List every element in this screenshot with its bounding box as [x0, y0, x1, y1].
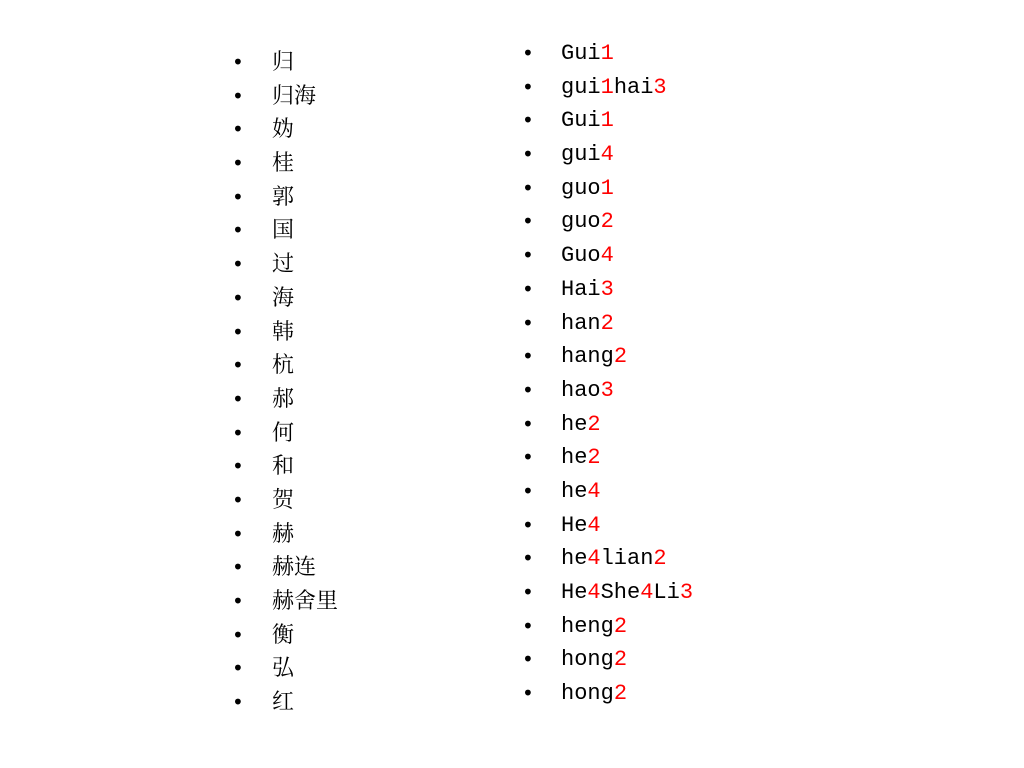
- bullet-icon: •: [232, 622, 244, 647]
- pinyin-syllable: Gui: [561, 108, 601, 134]
- pinyin-syllable: Gui: [561, 41, 601, 66]
- tone-number: 2: [600, 209, 614, 235]
- bullet-icon: •: [522, 478, 534, 503]
- tone-number: 1: [600, 175, 614, 201]
- bullet-icon: •: [522, 377, 534, 402]
- character-text: 赫舍里: [272, 589, 339, 614]
- bullet-icon: •: [522, 580, 534, 604]
- pinyin-syllable: hong: [561, 681, 614, 707]
- bullet-icon: •: [232, 218, 244, 243]
- bullet-icon: •: [522, 445, 534, 470]
- bullet-icon: •: [232, 285, 244, 310]
- pinyin-text: [561, 104, 614, 138]
- tone-number: 2: [613, 613, 628, 639]
- bullet-icon: •: [232, 353, 244, 378]
- bullet-icon: •: [232, 521, 244, 546]
- bullet-icon: •: [232, 420, 244, 445]
- pinyin-syllable: he: [561, 478, 588, 504]
- character-text: 海: [272, 285, 295, 311]
- character-text: 韩: [272, 319, 295, 345]
- bullet-icon: •: [522, 647, 534, 672]
- tone-number: 2: [587, 445, 601, 471]
- character-text: 贺: [272, 487, 295, 513]
- pinyin-syllable: He: [561, 580, 588, 605]
- pinyin-syllable: He: [561, 512, 588, 538]
- character-text: 何: [272, 420, 295, 446]
- bullet-icon: •: [232, 151, 244, 176]
- tone-number: 1: [600, 108, 614, 134]
- pinyin-syllable: he: [561, 546, 588, 572]
- pinyin-syllable: guo: [561, 209, 601, 235]
- bullet-icon: •: [232, 117, 244, 142]
- pinyin-text: [561, 205, 614, 239]
- character-text: 桂: [272, 151, 295, 177]
- bullet-icon: •: [232, 319, 244, 344]
- bullet-icon: •: [522, 142, 534, 167]
- bullet-icon: •: [232, 656, 244, 681]
- tone-number: 3: [653, 74, 667, 100]
- character-text: 和: [272, 454, 295, 480]
- bullet-icon: •: [232, 50, 244, 74]
- bullet-icon: •: [232, 252, 244, 277]
- character-text: 郭: [272, 184, 295, 210]
- pinyin-text: [561, 138, 614, 172]
- tone-number: 2: [613, 647, 628, 673]
- character-text: 国: [272, 218, 295, 244]
- pinyin-text: [561, 71, 667, 105]
- pinyin-syllable: She: [600, 580, 641, 605]
- bullet-icon: •: [522, 108, 534, 133]
- pinyin-text: [561, 273, 614, 307]
- bullet-icon: •: [522, 74, 534, 99]
- tone-number: 2: [613, 344, 628, 370]
- pinyin-text: [561, 307, 614, 341]
- character-text: 弘: [272, 656, 295, 682]
- character-text: 妫: [272, 117, 295, 143]
- tone-number: 4: [587, 580, 601, 605]
- pinyin-text: [561, 172, 614, 206]
- pinyin-syllable: Hai: [561, 276, 601, 302]
- pinyin-text: [561, 408, 601, 442]
- bullet-icon: •: [232, 184, 244, 209]
- bullet-icon: •: [522, 276, 534, 301]
- pinyin-syllable: guo: [561, 175, 601, 201]
- pinyin-text: [561, 340, 627, 374]
- pinyin-syllable: he: [561, 445, 588, 471]
- tone-number: 4: [640, 580, 654, 605]
- bullet-icon: •: [232, 487, 244, 512]
- character-text: 过: [272, 252, 295, 278]
- bullet-icon: •: [232, 555, 244, 580]
- tone-number: 2: [613, 681, 628, 707]
- bullet-icon: •: [522, 310, 534, 335]
- tone-number: 4: [587, 478, 601, 504]
- bullet-icon: •: [522, 512, 534, 537]
- pinyin-text: [561, 542, 667, 576]
- tone-number: 4: [600, 142, 614, 168]
- bullet-icon: •: [522, 175, 534, 200]
- pinyin-syllable: lian: [600, 546, 654, 572]
- pinyin-syllable: he: [561, 411, 588, 437]
- pinyin-text: [561, 610, 627, 644]
- pinyin-syllable: gui: [561, 74, 601, 100]
- tone-number: 1: [600, 74, 614, 100]
- pinyin-syllable: hang: [561, 344, 614, 370]
- pinyin-syllable: Guo: [561, 243, 601, 269]
- bullet-icon: •: [232, 690, 244, 715]
- pinyin-text: [561, 441, 601, 475]
- bullet-icon: •: [522, 209, 534, 234]
- tone-number: 3: [679, 580, 694, 605]
- character-text: 归海: [272, 83, 317, 109]
- bullet-icon: •: [522, 546, 534, 571]
- character-text: 红: [272, 690, 295, 716]
- character-text: 赫连: [272, 555, 317, 581]
- tone-number: 2: [653, 546, 667, 572]
- pinyin-syllable: hong: [561, 647, 614, 673]
- pinyin-syllable: han: [561, 310, 601, 336]
- tone-number: 1: [600, 41, 614, 66]
- pinyin-syllable: hao: [561, 377, 601, 403]
- bullet-icon: •: [232, 83, 244, 108]
- pinyin-text: [561, 509, 601, 543]
- pinyin-text: [561, 643, 627, 677]
- tone-number: 3: [600, 276, 614, 302]
- tone-number: 4: [600, 243, 614, 269]
- pinyin-text: [561, 239, 614, 273]
- bullet-icon: •: [522, 681, 534, 706]
- tone-number: 4: [587, 546, 601, 572]
- tone-number: 2: [587, 411, 601, 437]
- tone-number: 4: [587, 512, 601, 538]
- bullet-icon: •: [232, 386, 244, 411]
- bullet-icon: •: [522, 243, 534, 268]
- pinyin-syllable: Li: [653, 580, 680, 605]
- bullet-icon: •: [522, 411, 534, 436]
- bullet-icon: •: [232, 454, 244, 479]
- character-text: 归: [272, 50, 295, 75]
- pinyin-text: [561, 475, 601, 509]
- bullet-icon: •: [522, 41, 534, 65]
- character-text: 郝: [272, 386, 295, 412]
- character-text: 衡: [272, 622, 295, 648]
- bullet-icon: •: [232, 589, 244, 613]
- character-text: 赫: [272, 521, 295, 547]
- pinyin-syllable: gui: [561, 142, 601, 168]
- bullet-icon: •: [522, 613, 534, 638]
- pinyin-text: [561, 374, 614, 408]
- pinyin-syllable: heng: [561, 613, 614, 639]
- pinyin-text: [561, 576, 693, 610]
- pinyin-text: [561, 677, 627, 711]
- bullet-icon: •: [522, 344, 534, 369]
- character-text: 杭: [272, 353, 295, 379]
- tone-number: 3: [600, 377, 614, 403]
- pinyin-text: [561, 37, 614, 71]
- pinyin-syllable: hai: [613, 74, 654, 100]
- tone-number: 2: [600, 310, 614, 336]
